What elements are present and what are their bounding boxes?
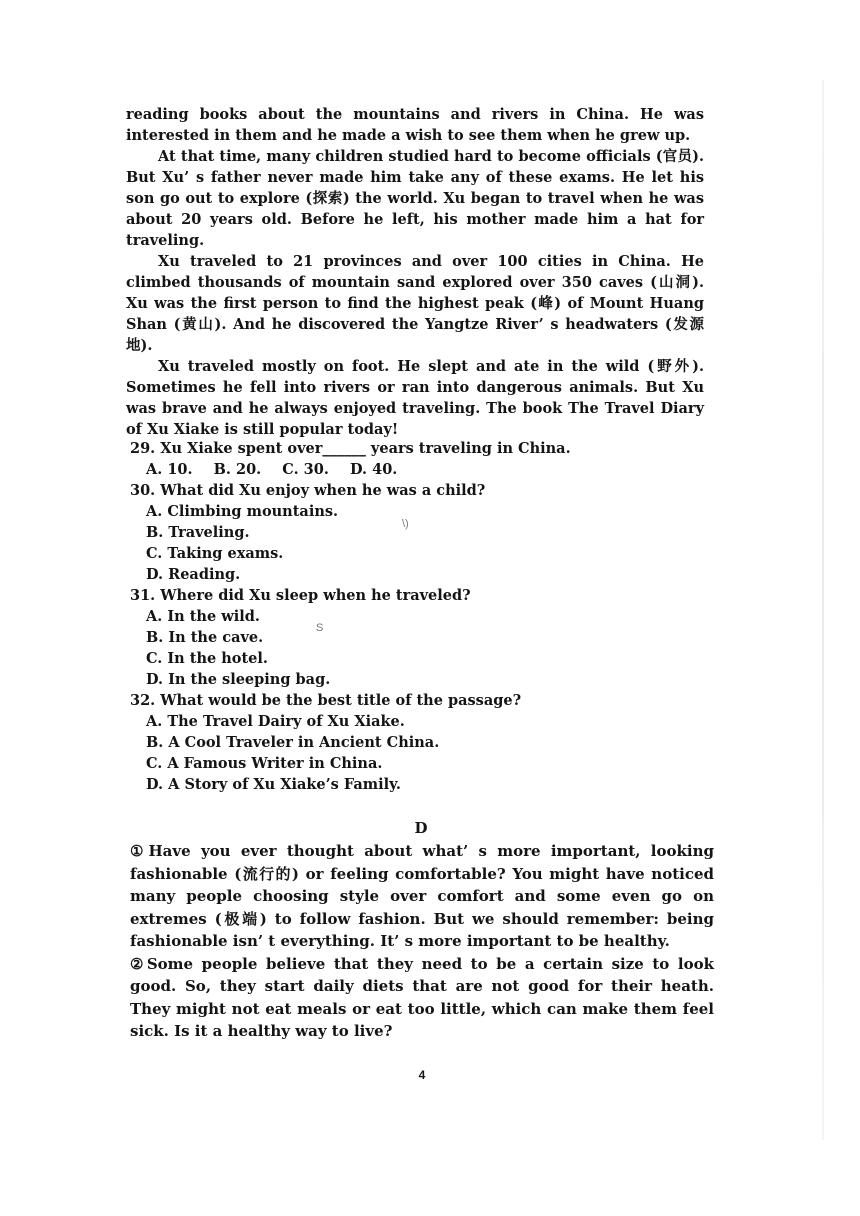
passage-paragraph: ②Some people believe that they need to be a certain size to look good. So, they start daily diets that are not good for their heath. They might not eat meals or eat too little, which can make them feel sick. Is it a healthy way to live? <box>130 954 714 1040</box>
option-c: C. 30. <box>282 461 329 478</box>
page-number: 4 <box>418 1068 426 1082</box>
option-b: B. A Cool Traveler in Ancient China. <box>146 734 440 751</box>
section-d-heading: D <box>414 819 428 837</box>
passage-c <box>126 104 704 440</box>
option-a: A. 10. <box>146 461 193 478</box>
answer-options <box>146 459 690 480</box>
passage-paragraph: reading books about the mountains and rivers in China. He was interested in them and he made a wish to see them when he grew up. <box>126 106 704 144</box>
question-stem: 31. Where did Xu sleep when he traveled? <box>130 587 471 604</box>
question-stem: 30. What did Xu enjoy when he was a child? <box>130 482 486 499</box>
answer-options <box>146 711 690 795</box>
option-a: A. Climbing mountains. <box>146 503 339 520</box>
stray-pencil-mark: S <box>316 622 324 634</box>
option-b: B. In the cave. <box>146 629 264 646</box>
passage-paragraph: At that time, many children studied hard to become officials (官员). But Xu’ s father never made him take any of these exams. He let his son go out to explore (探索) the world. Xu began to travel when he was about 20 years old. Before he left, his mother made him a hat for traveling. <box>126 148 704 249</box>
passage-paragraph: ①Have you ever thought about what’ s more important, looking fashionable (流行的) or feeling comfortable? You might have noticed many people choosing style over comfort and some even go on extremes (极端) to follow fashion. But we should remember: being fashionable isn’ t everything. It’ s more important to be healthy. <box>130 842 714 950</box>
passage-paragraph: Xu traveled to 21 provinces and over 100 cities in China. He climbed thousands of mountain sand explored over 350 caves (山洞). Xu was the first person to find the highest peak (峰) of Mount Huang Shan (黄山). And he discovered the Yangtze River’ s headwaters (发源地). <box>126 253 704 354</box>
question-list <box>130 438 690 795</box>
passage-d <box>130 840 714 1043</box>
option-d: D. 40. <box>349 461 398 478</box>
question-32 <box>130 690 690 795</box>
question-29 <box>130 438 690 480</box>
stray-pencil-mark: \) <box>402 518 409 530</box>
option-c: C. A Famous Writer in China. <box>146 755 383 772</box>
option-c: C. Taking exams. <box>146 545 284 562</box>
option-a: A. In the wild. <box>146 608 260 625</box>
option-b: B. 20. <box>213 461 262 478</box>
option-b: B. Traveling. <box>146 524 250 541</box>
question-stem: 32. What would be the best title of the passage? <box>130 692 522 709</box>
passage-paragraph: Xu traveled mostly on foot. He slept and ate in the wild (野外). Sometimes he fell into rivers or ran into dangerous animals. But Xu was brave and he always enjoyed traveling. The book The Travel Diary of Xu Xiake is still popular today! <box>126 358 704 438</box>
option-d: D. Reading. <box>146 566 241 583</box>
option-d: D. A Story of Xu Xiake’s Family. <box>146 776 401 793</box>
answer-options <box>146 606 690 690</box>
question-stem: 29. Xu Xiake spent over______ years traveling in China. <box>130 440 571 457</box>
scan-edge-shadow <box>822 80 824 1140</box>
option-d: D. In the sleeping bag. <box>146 671 331 688</box>
answer-options <box>146 501 690 585</box>
option-c: C. In the hotel. <box>146 650 268 667</box>
question-30 <box>130 480 690 585</box>
option-a: A. The Travel Dairy of Xu Xiake. <box>146 713 405 730</box>
question-31 <box>130 585 690 690</box>
